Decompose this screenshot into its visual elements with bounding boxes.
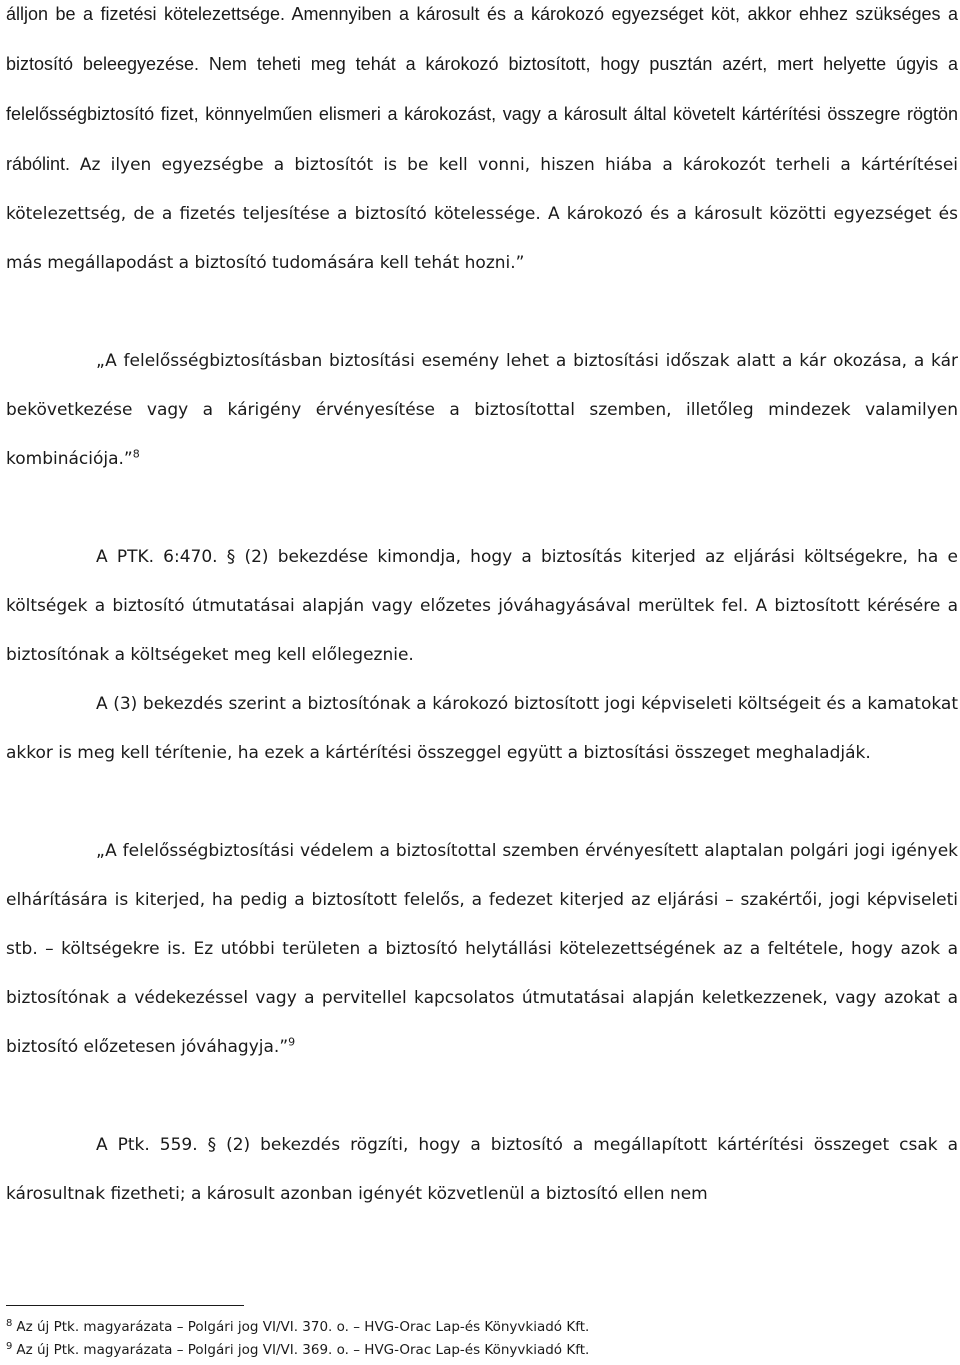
paragraph-text: álljon be a fizetési kötelezettsége. Amennyiben a károsult és a károkozó egyezséget köt, akkor ehhez szükséges a biztosító beleegyezése. Nem teheti meg tehát a károkozó biztosított, hogy pusztán azért, mert helyette úgyis a felelősségbiztosító fizet, könnyelműen elismeri a károkozást, vagy a károsult által követelt kártérítési összegre rögtön rábólint. xyxy=(6,4,958,174)
footnote-number: 9 xyxy=(6,1340,13,1352)
paragraph-text: „A felelősségbiztosításban biztosítási esemény lehet a biztosítási időszak alatt a kár okozása, a kár bekövetkezése vagy a kárigény érvényesítése a biztosítottal szemben, illetőleg mindezek valamilyen kombinációja.” xyxy=(6,351,958,469)
footnotes xyxy=(6,1316,946,1362)
paragraph-text: Az ilyen egyezségbe a biztosítót is be kell vonni, hiszen hiába a károkozót terheli a kártérítései kötelezettség, de a fizetés teljesítése a biztosító kötelessége. A károkozó és a károsult közötti egyezséget és más megállapodást a biztosító tudomására kell tehát hozni.” xyxy=(6,155,958,273)
quote-paragraph-8 xyxy=(6,337,958,484)
paragraph-bekezdes-3 xyxy=(6,680,958,778)
paragraph-text: A (3) bekezdés szerint a biztosítónak a károkozó biztosított jogi képviseleti költségeit és a kamatokat akkor is meg kell térítenie, ha ezek a kártérítési összeggel együtt a biztosítási összeget meghaladják. xyxy=(6,694,958,763)
paragraph-ptk-6-470 xyxy=(6,533,958,680)
paragraph-continuation xyxy=(6,0,958,288)
paragraph-text: „A felelősségbiztosítási védelem a biztosítottal szemben érvényesített alaptalan polgári jogi igények elhárítására is kiterjed, ha pedig a biztosított felelős, a fedezet kiterjed az eljárási – szakértői, jogi képviseleti stb. – költségekre is. Ez utóbbi területen a biztosító helytállási kötelezettségének az a feltétele, hogy azok a biztosítónak a védekezéssel vagy a pervitellel kapcsolatos útmutatásai alapján keletkezzenek, vagy azokat a biztosító előzetesen jóváhagyja.” xyxy=(6,841,958,1057)
paragraph-ptk-559 xyxy=(6,1121,958,1219)
footnote-text: Az új Ptk. magyarázata – Polgári jog VI/VI. 369. o. – HVG-Orac Lap-és Könyvkiadó Kft. xyxy=(16,1342,590,1358)
paragraph-text: A Ptk. 559. § (2) bekezdés rögzíti, hogy a biztosító a megállapított kártérítési összeget csak a károsultnak fizetheti; a károsult azonban igényét közvetlenül a biztosító ellen nem xyxy=(6,1135,958,1204)
quote-paragraph-9 xyxy=(6,827,958,1072)
footnote-8 xyxy=(6,1316,946,1339)
document-page xyxy=(6,0,958,1219)
footnote-separator xyxy=(6,1305,244,1306)
paragraph-text: A PTK. 6:470. § (2) bekezdése kimondja, hogy a biztosítás kiterjed az eljárási költségekre, ha e költségek a biztosító útmutatásai alapján vagy előzetes jóváhagyásával merültek fel. A biztosított kérésére a biztosítónak a költségeket meg kell előlegeznie. xyxy=(6,547,958,665)
footnote-number: 8 xyxy=(6,1317,13,1329)
footnote-9 xyxy=(6,1339,946,1362)
footnote-ref: 9 xyxy=(288,1035,296,1049)
footnote-text: Az új Ptk. magyarázata – Polgári jog VI/VI. 370. o. – HVG-Orac Lap-és Könyvkiadó Kft. xyxy=(16,1319,590,1335)
footnote-ref: 8 xyxy=(132,447,140,461)
